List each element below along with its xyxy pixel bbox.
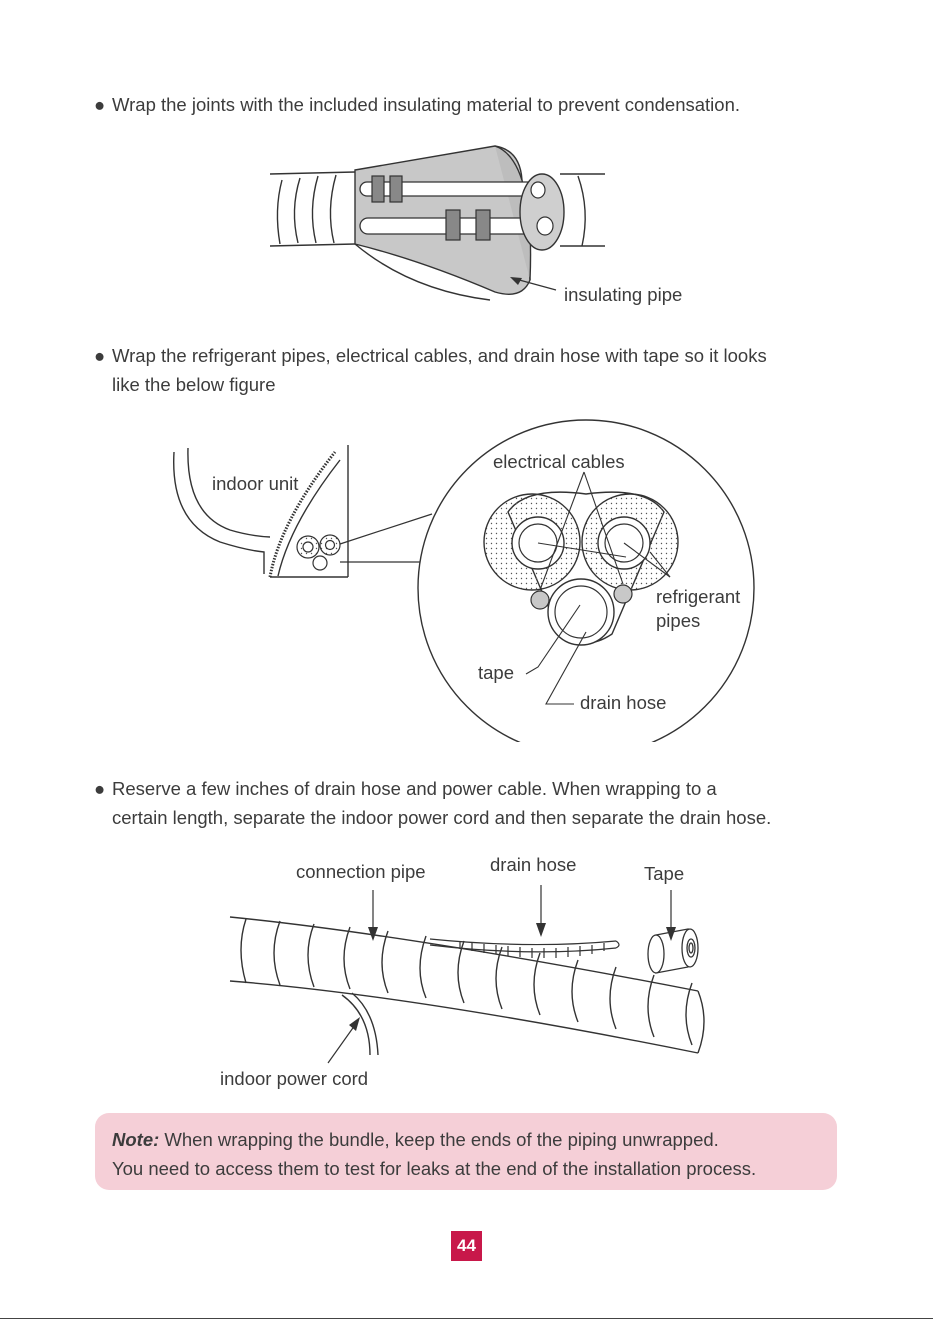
small-bundle bbox=[297, 535, 340, 570]
note-line-2: You need to access them to test for leaks at the end of the installation process. bbox=[112, 1158, 757, 1179]
left-wrapped-pipe bbox=[270, 172, 355, 246]
bottom-rule bbox=[0, 1318, 933, 1319]
note-line-1-text: When wrapping the bundle, keep the ends of the piping unwrapped. bbox=[164, 1129, 719, 1150]
drain-hose-arrow bbox=[536, 885, 546, 937]
insulating-pipe-label: insulating pipe bbox=[564, 284, 683, 305]
drain-hose-label-3: drain hose bbox=[490, 854, 577, 875]
insulating-pipe-figure bbox=[260, 140, 720, 310]
bullet-icon: ● bbox=[94, 94, 106, 115]
instruction-2-line-1: Wrap the refrigerant pipes, electrical cables, and drain hose with tape so it looks bbox=[112, 345, 767, 366]
instruction-3-line-2: certain length, separate the indoor power cord and then separate the drain hose. bbox=[112, 807, 772, 828]
tape-label-3: Tape bbox=[644, 863, 685, 884]
page-number: 44 bbox=[451, 1231, 482, 1261]
note-line-1 bbox=[112, 1125, 837, 1154]
instruction-3-line-1: Reserve a few inches of drain hose and power cable. When wrapping to a bbox=[112, 778, 717, 799]
instruction-3 bbox=[94, 774, 771, 832]
wrapping-figure bbox=[210, 845, 720, 1095]
indoor-unit-label: indoor unit bbox=[212, 473, 299, 494]
instruction-2-line-2: like the below figure bbox=[112, 374, 276, 395]
connection-pipe-arrow bbox=[368, 890, 378, 941]
instruction-1-text: Wrap the joints with the included insulating material to prevent condensation. bbox=[112, 94, 740, 115]
bullet-icon: ● bbox=[94, 778, 106, 799]
pipe-bundle-figure bbox=[160, 412, 770, 742]
indoor-power-cord-label: indoor power cord bbox=[220, 1068, 369, 1089]
tape-label: tape bbox=[478, 662, 515, 683]
instruction-1 bbox=[94, 90, 740, 119]
refrigerant-pipes-label-2: pipes bbox=[656, 610, 701, 631]
connection-pipe-label: connection pipe bbox=[296, 861, 426, 882]
indoor-power-cord-arrow bbox=[328, 1017, 360, 1063]
refrigerant-pipes-label-1: refrigerant bbox=[656, 586, 741, 607]
note-label: Note: bbox=[112, 1129, 160, 1150]
wrapped-connection-pipe bbox=[230, 917, 704, 1053]
instruction-2 bbox=[94, 341, 767, 399]
note-box bbox=[95, 1113, 837, 1190]
drain-hose-label: drain hose bbox=[580, 692, 667, 713]
electrical-cables-label: electrical cables bbox=[493, 451, 625, 472]
bullet-icon: ● bbox=[94, 345, 106, 366]
tape-roll bbox=[648, 929, 698, 973]
drain-hose bbox=[430, 939, 619, 958]
